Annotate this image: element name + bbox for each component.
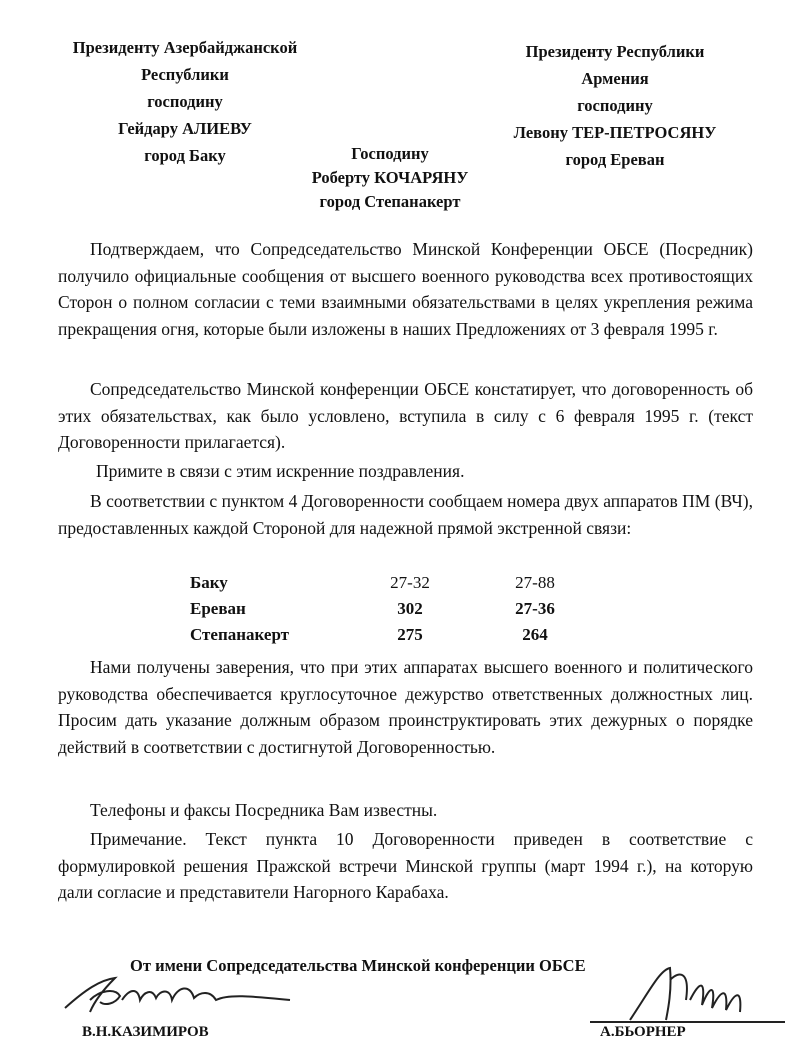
phone-number-1: 302 xyxy=(397,599,423,618)
addressee-line: Президенту Азербайджанской xyxy=(72,38,298,57)
signatory-name-right: А.БЬОРНЕР xyxy=(600,1024,686,1040)
paragraph-text: Примите в связи с этим искренние поздравления. xyxy=(96,461,465,481)
body-paragraph-6 xyxy=(58,797,753,824)
phone-city: Степанакерт xyxy=(190,625,290,644)
phone-city: Ереван xyxy=(190,599,246,618)
phone-table xyxy=(190,570,590,648)
addressee-stepanakert xyxy=(270,142,510,214)
handwritten-signature-left xyxy=(60,970,320,1020)
paragraph-text: Телефоны и факсы Посредника Вам известны. xyxy=(90,800,438,820)
handwritten-signature-right xyxy=(590,960,790,1030)
phone-city: Баку xyxy=(190,573,228,592)
addressee-line: Левону ТЕР-ПЕТРОСЯНУ xyxy=(513,123,717,142)
addressee-line: Республики xyxy=(141,65,229,84)
addressee-line: господину xyxy=(147,92,223,111)
phone-number-2: 27-88 xyxy=(515,573,555,592)
phone-row xyxy=(190,596,590,622)
addressee-line: Президенту Республики xyxy=(525,42,705,61)
phone-row xyxy=(190,622,590,648)
phone-number-1: 27-32 xyxy=(390,573,430,592)
body-paragraph-4 xyxy=(58,488,753,541)
paragraph-text: В соответствии с пунктом 4 Договоренности сообщаем номера двух аппаратов ПМ (ВЧ), предоставленных каждой Стороной для надежной прямой экстренной связи: xyxy=(58,491,753,538)
body-paragraph-7 xyxy=(58,826,753,906)
addressee-line: город Баку xyxy=(144,146,226,165)
body-paragraph-5 xyxy=(58,654,753,760)
addressee-line: Роберту КОЧАРЯНУ xyxy=(311,168,469,187)
paragraph-text: Подтверждаем, что Сопредседательство Минской Конференции ОБСЕ (Посредник) получило официальные сообщения от высшего военного руководства всех противостоящих Сторон о полном согласии с теми взаимными обязательствами в целях укрепления режима прекращения огня, которые были изложены в наших Предложениях от 3 февраля 1995 г. xyxy=(58,239,753,339)
signatory-name-left: В.Н.КАЗИМИРОВ xyxy=(82,1024,209,1040)
closing-line: От имени Сопредседательства Минской конференции ОБСЕ xyxy=(130,956,586,975)
paragraph-text: Сопредседательство Минской конференции ОБСЕ констатирует, что договоренность об этих обязательствах, как было условлено, вступила в силу с 6 февраля 1995 г. (текст Договоренности прилагается). xyxy=(58,379,753,452)
body-paragraph-1 xyxy=(58,236,753,342)
addressee-line: Гейдару АЛИЕВУ xyxy=(118,119,252,138)
body-paragraph-2 xyxy=(58,376,753,456)
paragraph-text: Нами получены заверения, что при этих аппаратах высшего военного и политического руководства обеспечивается круглосуточное дежурство ответственных должностных лиц. Просим дать указание должным образом проинструктировать этих дежурных о порядке действий в соответствии с достигнутой Договоренностью. xyxy=(58,657,753,757)
addressee-line: господину xyxy=(577,96,653,115)
addressee-line: Армения xyxy=(581,69,649,88)
phone-row xyxy=(190,570,590,596)
addressee-line: город Степанакерт xyxy=(319,192,461,211)
paragraph-text: Примечание. Текст пункта 10 Договоренности приведен в соответствие с формулировкой решения Пражской встречи Минской группы (март 1994 г.), на которую дали согласие и представители Нагорного Карабаха. xyxy=(58,829,753,902)
addressee-line: город Ереван xyxy=(565,150,665,169)
addressee-line: Господину xyxy=(351,144,429,163)
phone-number-2: 27-36 xyxy=(515,599,555,618)
body-paragraph-3 xyxy=(58,458,753,485)
phone-number-1: 275 xyxy=(397,625,423,644)
phone-number-2: 264 xyxy=(522,625,548,644)
